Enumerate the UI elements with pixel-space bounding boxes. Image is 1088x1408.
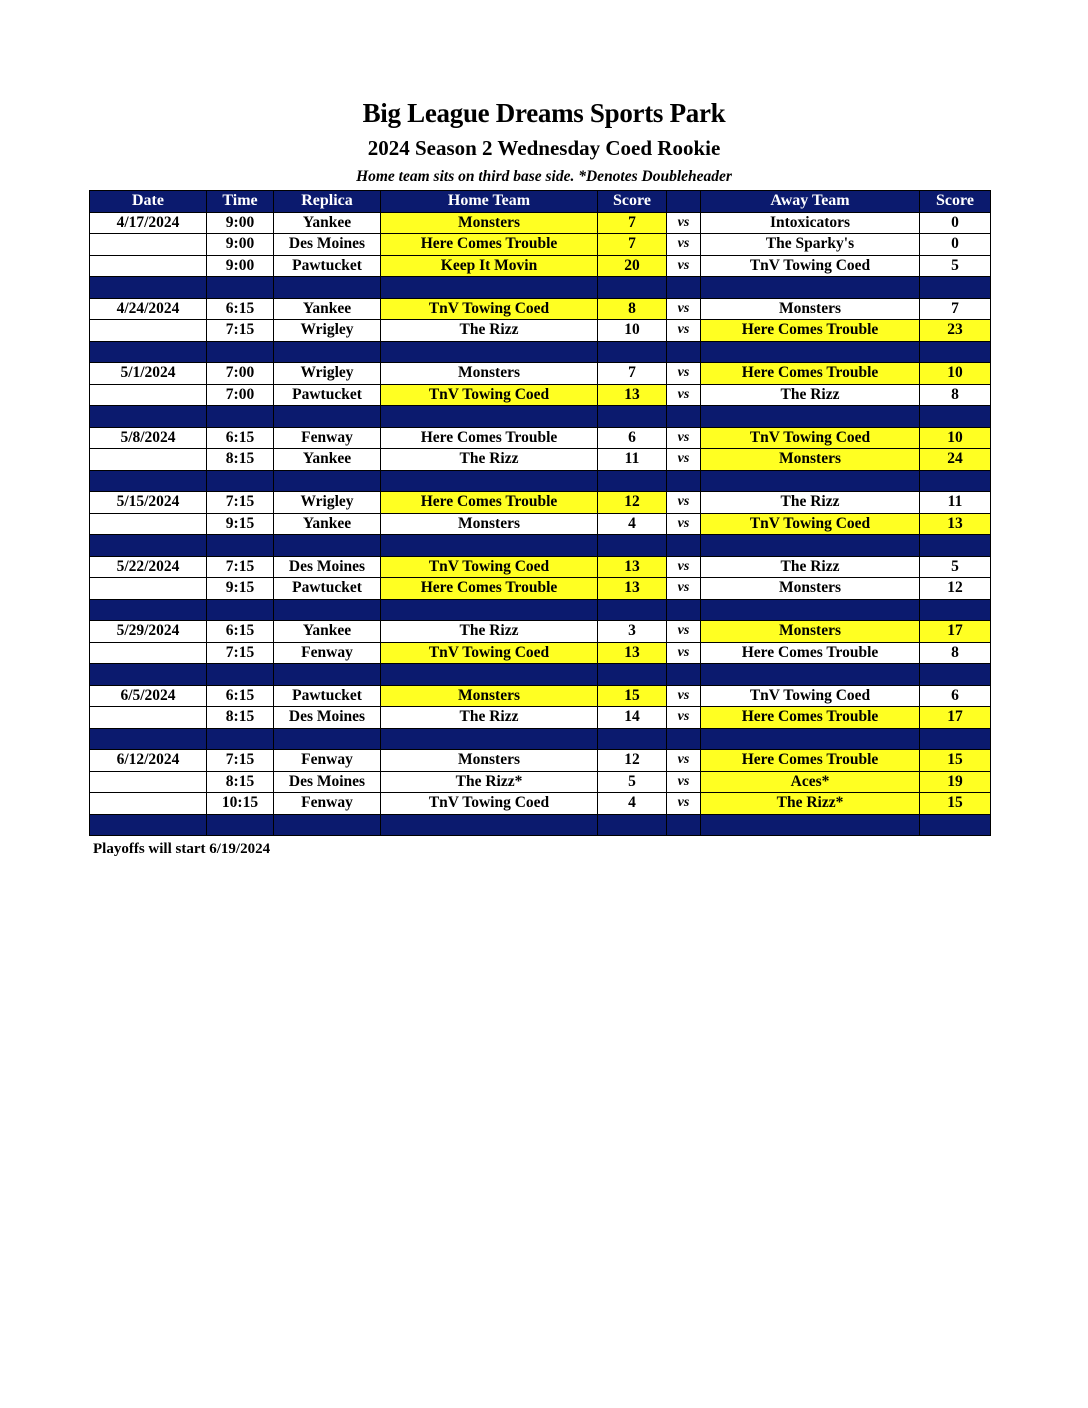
home-team: TnV Towing Coed: [381, 298, 598, 320]
separator-cell: [381, 406, 598, 428]
header-home-team: Home Team: [381, 191, 598, 213]
away-team: The Rizz*: [701, 793, 920, 815]
game-replica-field: Des Moines: [274, 234, 381, 256]
home-score: 6: [598, 427, 667, 449]
header-vs: [667, 191, 701, 213]
home-team: Here Comes Trouble: [381, 234, 598, 256]
away-score: 7: [920, 298, 991, 320]
game-time: 7:15: [207, 642, 274, 664]
separator-cell: [90, 406, 207, 428]
separator-cell: [274, 664, 381, 686]
separator-cell: [598, 814, 667, 836]
away-team: The Sparky's: [701, 234, 920, 256]
game-row: [90, 685, 991, 707]
separator-cell: [598, 599, 667, 621]
separator-cell: [920, 277, 991, 299]
separator-cell: [920, 728, 991, 750]
separator-cell: [274, 406, 381, 428]
away-team: Monsters: [701, 621, 920, 643]
game-row: [90, 298, 991, 320]
separator-cell: [381, 599, 598, 621]
away-score: 11: [920, 492, 991, 514]
home-team: TnV Towing Coed: [381, 642, 598, 664]
separator-cell: [90, 664, 207, 686]
home-score: 14: [598, 707, 667, 729]
away-team: Here Comes Trouble: [701, 320, 920, 342]
game-replica-field: Yankee: [274, 212, 381, 234]
game-replica-field: Fenway: [274, 427, 381, 449]
game-date: 6/12/2024: [90, 750, 207, 772]
away-score: 10: [920, 363, 991, 385]
separator-cell: [207, 277, 274, 299]
separator-cell: [207, 728, 274, 750]
home-team: The Rizz: [381, 449, 598, 471]
game-date: [90, 320, 207, 342]
home-score: 7: [598, 363, 667, 385]
header-away-team: Away Team: [701, 191, 920, 213]
separator-cell: [920, 599, 991, 621]
separator-cell: [701, 599, 920, 621]
vs-label: vs: [667, 320, 701, 342]
game-row: [90, 320, 991, 342]
game-row: [90, 363, 991, 385]
home-score: 7: [598, 234, 667, 256]
vs-label: vs: [667, 750, 701, 772]
game-date: 5/1/2024: [90, 363, 207, 385]
home-team: Monsters: [381, 513, 598, 535]
separator-cell: [274, 814, 381, 836]
separator-cell: [381, 470, 598, 492]
away-team: Here Comes Trouble: [701, 750, 920, 772]
game-row: [90, 578, 991, 600]
separator-cell: [90, 341, 207, 363]
away-team: The Rizz: [701, 492, 920, 514]
vs-label: vs: [667, 578, 701, 600]
vs-label: vs: [667, 513, 701, 535]
game-replica-field: Pawtucket: [274, 685, 381, 707]
vs-label: vs: [667, 363, 701, 385]
separator-cell: [381, 341, 598, 363]
home-score: 3: [598, 621, 667, 643]
away-team: Intoxicators: [701, 212, 920, 234]
separator-cell: [207, 814, 274, 836]
separator-cell: [701, 470, 920, 492]
game-date: [90, 707, 207, 729]
home-team: Here Comes Trouble: [381, 427, 598, 449]
game-row: [90, 234, 991, 256]
game-replica-field: Yankee: [274, 513, 381, 535]
separator-cell: [381, 814, 598, 836]
separator-cell: [90, 814, 207, 836]
game-replica-field: Des Moines: [274, 707, 381, 729]
vs-label: vs: [667, 642, 701, 664]
game-replica-field: Fenway: [274, 793, 381, 815]
game-row: [90, 771, 991, 793]
home-team: Monsters: [381, 685, 598, 707]
away-score: 23: [920, 320, 991, 342]
game-replica-field: Pawtucket: [274, 255, 381, 277]
header-home-score: Score: [598, 191, 667, 213]
away-score: 24: [920, 449, 991, 471]
home-score: 13: [598, 384, 667, 406]
header-away-score: Score: [920, 191, 991, 213]
away-team: Monsters: [701, 449, 920, 471]
game-row: [90, 427, 991, 449]
away-team: The Rizz: [701, 556, 920, 578]
week-separator-row: [90, 664, 991, 686]
game-row: [90, 556, 991, 578]
page-title: Big League Dreams Sports Park: [362, 98, 726, 128]
game-row: [90, 384, 991, 406]
game-time: 6:15: [207, 298, 274, 320]
header-time: Time: [207, 191, 274, 213]
home-score: 11: [598, 449, 667, 471]
home-team: Monsters: [381, 212, 598, 234]
separator-cell: [207, 470, 274, 492]
game-replica-field: Des Moines: [274, 556, 381, 578]
separator-cell: [701, 664, 920, 686]
away-score: 12: [920, 578, 991, 600]
week-separator-row: [90, 728, 991, 750]
separator-cell: [701, 406, 920, 428]
away-team: The Rizz: [701, 384, 920, 406]
separator-cell: [667, 728, 701, 750]
vs-label: vs: [667, 707, 701, 729]
away-score: 15: [920, 750, 991, 772]
game-row: [90, 707, 991, 729]
away-score: 5: [920, 255, 991, 277]
schedule-table: [89, 190, 991, 836]
home-score: 7: [598, 212, 667, 234]
separator-cell: [274, 535, 381, 557]
home-team: The Rizz: [381, 621, 598, 643]
separator-cell: [381, 664, 598, 686]
separator-cell: [90, 470, 207, 492]
game-row: [90, 750, 991, 772]
separator-cell: [90, 277, 207, 299]
separator-cell: [207, 599, 274, 621]
home-team: Keep It Movin: [381, 255, 598, 277]
home-team: Here Comes Trouble: [381, 578, 598, 600]
week-separator-row: [90, 277, 991, 299]
game-time: 9:00: [207, 212, 274, 234]
game-time: 9:00: [207, 255, 274, 277]
away-team: Here Comes Trouble: [701, 642, 920, 664]
separator-cell: [667, 470, 701, 492]
game-row: [90, 255, 991, 277]
game-row: [90, 621, 991, 643]
vs-label: vs: [667, 298, 701, 320]
game-time: 7:00: [207, 363, 274, 385]
separator-cell: [598, 341, 667, 363]
home-team: TnV Towing Coed: [381, 793, 598, 815]
separator-cell: [90, 728, 207, 750]
week-separator-row: [90, 535, 991, 557]
away-score: 17: [920, 621, 991, 643]
separator-cell: [598, 406, 667, 428]
separator-cell: [920, 664, 991, 686]
home-team: Monsters: [381, 750, 598, 772]
home-score: 12: [598, 750, 667, 772]
separator-cell: [90, 599, 207, 621]
separator-cell: [598, 728, 667, 750]
game-date: 5/22/2024: [90, 556, 207, 578]
game-replica-field: Pawtucket: [274, 384, 381, 406]
separator-cell: [701, 814, 920, 836]
home-score: 13: [598, 642, 667, 664]
separator-cell: [207, 535, 274, 557]
vs-label: vs: [667, 771, 701, 793]
vs-label: vs: [667, 556, 701, 578]
separator-cell: [701, 341, 920, 363]
away-score: 5: [920, 556, 991, 578]
game-time: 7:15: [207, 556, 274, 578]
week-separator-row: [90, 599, 991, 621]
game-date: [90, 642, 207, 664]
separator-cell: [667, 277, 701, 299]
separator-cell: [667, 599, 701, 621]
away-score: 0: [920, 212, 991, 234]
separator-cell: [920, 814, 991, 836]
game-row: [90, 513, 991, 535]
game-row: [90, 449, 991, 471]
home-score: 10: [598, 320, 667, 342]
separator-cell: [207, 664, 274, 686]
game-replica-field: Yankee: [274, 298, 381, 320]
game-date: 5/29/2024: [90, 621, 207, 643]
game-replica-field: Yankee: [274, 449, 381, 471]
separator-cell: [381, 277, 598, 299]
home-team: The Rizz: [381, 707, 598, 729]
game-replica-field: Wrigley: [274, 492, 381, 514]
home-score: 5: [598, 771, 667, 793]
game-row: [90, 793, 991, 815]
away-team: TnV Towing Coed: [701, 427, 920, 449]
game-time: 7:15: [207, 492, 274, 514]
game-replica-field: Fenway: [274, 642, 381, 664]
away-team: Aces*: [701, 771, 920, 793]
header-row: [90, 191, 991, 213]
separator-cell: [381, 535, 598, 557]
separator-cell: [598, 535, 667, 557]
game-date: 5/15/2024: [90, 492, 207, 514]
vs-label: vs: [667, 234, 701, 256]
away-team: TnV Towing Coed: [701, 513, 920, 535]
home-team: The Rizz: [381, 320, 598, 342]
separator-cell: [667, 406, 701, 428]
home-team: Monsters: [381, 363, 598, 385]
game-replica-field: Pawtucket: [274, 578, 381, 600]
separator-cell: [701, 535, 920, 557]
home-score: 15: [598, 685, 667, 707]
game-time: 8:15: [207, 449, 274, 471]
separator-cell: [90, 535, 207, 557]
game-time: 9:00: [207, 234, 274, 256]
away-team: TnV Towing Coed: [701, 255, 920, 277]
vs-label: vs: [667, 384, 701, 406]
game-replica-field: Yankee: [274, 621, 381, 643]
away-score: 6: [920, 685, 991, 707]
separator-cell: [701, 728, 920, 750]
game-replica-field: Des Moines: [274, 771, 381, 793]
separator-cell: [920, 406, 991, 428]
game-date: [90, 234, 207, 256]
separator-cell: [667, 814, 701, 836]
game-time: 9:15: [207, 513, 274, 535]
separator-cell: [381, 728, 598, 750]
game-date: [90, 449, 207, 471]
separator-cell: [598, 277, 667, 299]
game-row: [90, 212, 991, 234]
game-time: 8:15: [207, 771, 274, 793]
separator-cell: [274, 470, 381, 492]
away-score: 0: [920, 234, 991, 256]
home-score: 8: [598, 298, 667, 320]
home-score: 20: [598, 255, 667, 277]
separator-cell: [920, 341, 991, 363]
game-time: 8:15: [207, 707, 274, 729]
game-time: 6:15: [207, 621, 274, 643]
away-score: 8: [920, 642, 991, 664]
schedule-body: [90, 212, 991, 836]
home-score: 4: [598, 513, 667, 535]
game-time: 6:15: [207, 427, 274, 449]
game-replica-field: Wrigley: [274, 320, 381, 342]
schedule-note: Home team sits on third base side. *Denotes Doubleheader: [356, 168, 732, 185]
home-score: 12: [598, 492, 667, 514]
away-score: 10: [920, 427, 991, 449]
header-replica: Replica: [274, 191, 381, 213]
away-score: 13: [920, 513, 991, 535]
separator-cell: [667, 535, 701, 557]
home-team: TnV Towing Coed: [381, 384, 598, 406]
game-date: 5/8/2024: [90, 427, 207, 449]
away-score: 15: [920, 793, 991, 815]
home-score: 13: [598, 578, 667, 600]
week-separator-row: [90, 341, 991, 363]
game-time: 7:00: [207, 384, 274, 406]
separator-cell: [920, 535, 991, 557]
home-score: 4: [598, 793, 667, 815]
game-replica-field: Fenway: [274, 750, 381, 772]
page-subtitle: 2024 Season 2 Wednesday Coed Rookie: [367, 136, 721, 160]
game-time: 9:15: [207, 578, 274, 600]
separator-cell: [667, 664, 701, 686]
vs-label: vs: [667, 255, 701, 277]
separator-cell: [274, 341, 381, 363]
vs-label: vs: [667, 492, 701, 514]
vs-label: vs: [667, 685, 701, 707]
game-date: [90, 771, 207, 793]
separator-cell: [274, 728, 381, 750]
game-date: 6/5/2024: [90, 685, 207, 707]
game-replica-field: Wrigley: [274, 363, 381, 385]
playoffs-note: Playoffs will start 6/19/2024: [93, 841, 271, 857]
vs-label: vs: [667, 212, 701, 234]
home-team: TnV Towing Coed: [381, 556, 598, 578]
game-time: 6:15: [207, 685, 274, 707]
away-team: TnV Towing Coed: [701, 685, 920, 707]
separator-cell: [207, 406, 274, 428]
vs-label: vs: [667, 427, 701, 449]
game-date: [90, 513, 207, 535]
separator-cell: [920, 470, 991, 492]
away-team: Monsters: [701, 578, 920, 600]
header-date: Date: [90, 191, 207, 213]
away-team: Here Comes Trouble: [701, 707, 920, 729]
home-score: 13: [598, 556, 667, 578]
separator-cell: [274, 277, 381, 299]
separator-cell: [207, 341, 274, 363]
game-row: [90, 642, 991, 664]
vs-label: vs: [667, 793, 701, 815]
week-separator-row: [90, 470, 991, 492]
game-date: [90, 793, 207, 815]
game-date: 4/17/2024: [90, 212, 207, 234]
game-date: [90, 384, 207, 406]
week-separator-row: [90, 406, 991, 428]
game-time: 7:15: [207, 320, 274, 342]
separator-cell: [598, 470, 667, 492]
game-date: [90, 578, 207, 600]
home-team: Here Comes Trouble: [381, 492, 598, 514]
game-time: 7:15: [207, 750, 274, 772]
separator-cell: [667, 341, 701, 363]
separator-cell: [598, 664, 667, 686]
away-score: 8: [920, 384, 991, 406]
game-time: 10:15: [207, 793, 274, 815]
away-team: Here Comes Trouble: [701, 363, 920, 385]
separator-cell: [701, 277, 920, 299]
away-score: 17: [920, 707, 991, 729]
week-separator-row: [90, 814, 991, 836]
away-score: 19: [920, 771, 991, 793]
game-row: [90, 492, 991, 514]
vs-label: vs: [667, 621, 701, 643]
away-team: Monsters: [701, 298, 920, 320]
game-date: [90, 255, 207, 277]
separator-cell: [274, 599, 381, 621]
vs-label: vs: [667, 449, 701, 471]
game-date: 4/24/2024: [90, 298, 207, 320]
home-team: The Rizz*: [381, 771, 598, 793]
